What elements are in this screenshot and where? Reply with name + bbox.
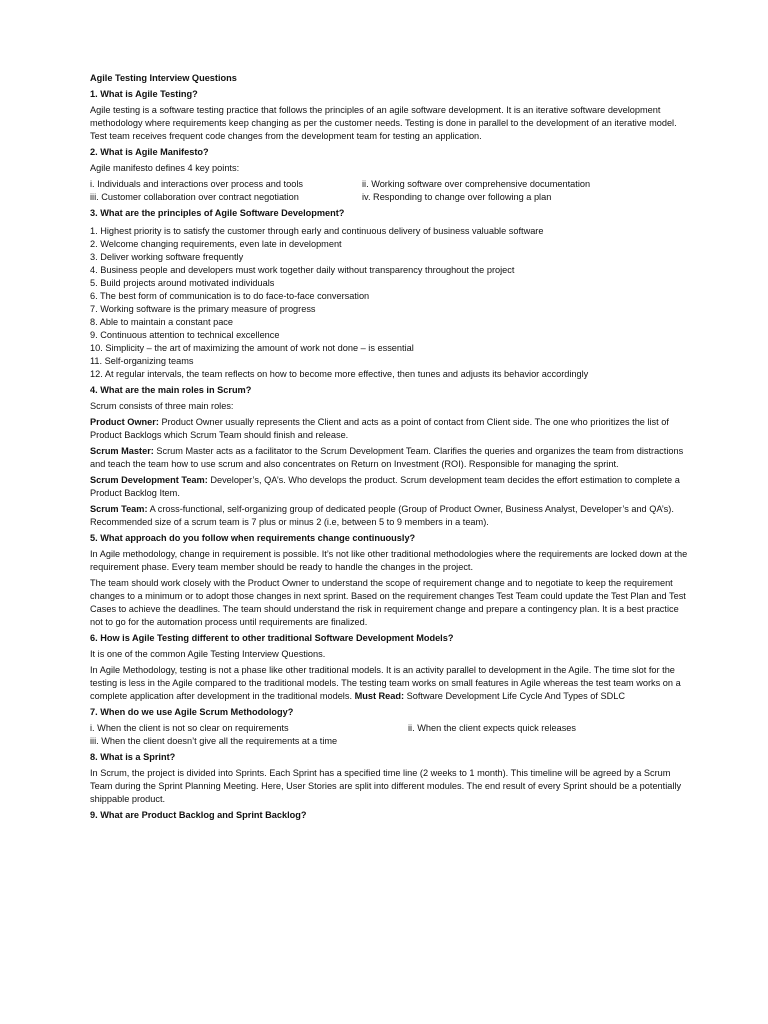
answer-4-intro: Scrum consists of three main roles: [90,401,234,411]
role-scrum-team: Scrum Team: A cross-functional, self-organizing group of dedicated people (Group of Product Owner, Business Analyst, Developer’s and QA’s). Recommended size of a scrum team is 7 plus or minus 2 (i.e, between 5 to 9 members in a team). [90,504,674,527]
list-item: 8. Able to maintain a constant pace [90,317,234,327]
question-6: 6. How is Agile Testing different to other traditional Software Development Models? [90,633,454,643]
list-item: 5. Build projects around motivated individuals [90,278,275,288]
answer-6-p1: It is one of the common Agile Testing Interview Questions. [90,649,326,659]
list-item: 4. Business people and developers must work together daily without transparency throughout the project [90,265,515,275]
list-item: 7. Working software is the primary measure of progress [90,304,316,314]
question-2: 2. What is Agile Manifesto? [90,147,209,157]
list-item: 1. Highest priority is to satisfy the customer through early and continuous delivery of business valuable software [90,226,544,236]
list-item: 3. Deliver working software frequently [90,252,244,262]
list-item: 11. Self-organizing teams [90,356,194,366]
scrum-usage-row-2: iii. When the client doesn’t give all the requirements at a time [90,736,338,746]
question-4: 4. What are the main roles in Scrum? [90,385,252,395]
doc-title: Agile Testing Interview Questions [90,73,237,83]
answer-5-p2: The team should work closely with the Product Owner to understand the scope of requirement change and to negotiate to keep the requirement changes to a minimum or to adopt those changes in next sprint. Based on the requirement changes Test Team could update the Test Plan and Test Cases to achieve the deadlines. The team should understand the risk in requirement change and prepare a contingency plan. It is a best practice not to go for the automation process until requirements are finalized. [90,578,686,627]
manifesto-row-1: i. Individuals and interactions over process and tools ii. Working software over comprehensive documentation [90,179,591,189]
answer-1: Agile testing is a software testing practice that follows the principles of an agile software development. It is an iterative software development methodology where requirements keep changing as per the customer needs. Testing is done in parallel to the development of an iterative model. Test team receives frequent code changes from the development team for testing an application. [90,105,677,141]
question-5: 5. What approach do you follow when requirements change continuously? [90,533,416,543]
question-3: 3. What are the principles of Agile Software Development? [90,208,345,218]
question-9: 9. What are Product Backlog and Sprint Backlog? [90,810,307,820]
role-scrum-master: Scrum Master: Scrum Master acts as a facilitator to the Scrum Development Team. Clarifies the queries and organizes the team from distractions and teach the team how to use scrum and also concentrates on Return on Investment (ROI). Responsible for managing the sprint. [90,446,684,469]
answer-5-p1: In Agile methodology, change in requirement is possible. It’s not like other traditional methodologies where the requirements are locked down at the requirement phase. Every team member should be ready to handle the changes in the project. [90,549,688,572]
question-1: 1. What is Agile Testing? [90,89,198,99]
manifesto-row-2: iii. Customer collaboration over contract negotiation iv. Responding to change over following a plan [90,192,552,202]
document-page [90,72,690,822]
list-item: 6. The best form of communication is to do face-to-face conversation [90,291,370,301]
question-7: 7. When do we use Agile Scrum Methodology? [90,707,294,717]
role-dev-team: Scrum Development Team: Developer’s, QA’s. Who develops the product. Scrum development team decides the effort estimation to complete a Product Backlog Item. [90,475,680,498]
list-item: 2. Welcome changing requirements, even late in development [90,239,342,249]
answer-6-p2: In Agile Methodology, testing is not a phase like other traditional models. It is an activity parallel to development in the Agile. The time slot for the testing is less in the Agile compared to the traditional models. The testing team works on small features in Agile whereas the test team works on a complete application after development in the traditional models. Must Read: Software Development Life Cycle And Types of SDLC [90,665,681,701]
list-item: 10. Simplicity – the art of maximizing the amount of work not done – is essential [90,343,414,353]
list-item: 9. Continuous attention to technical excellence [90,330,280,340]
principles-list [90,225,690,381]
role-product-owner: Product Owner: Product Owner usually represents the Client and acts as a point of contact from Client side. The one who prioritizes the list of Product Backlogs which Scrum Team should finish and release. [90,417,669,440]
list-item: 12. At regular intervals, the team reflects on how to become more effective, then tunes and adjusts its behavior accordingly [90,369,589,379]
answer-2-intro: Agile manifesto defines 4 key points: [90,163,240,173]
answer-8: In Scrum, the project is divided into Sprints. Each Sprint has a specified time line (2 weeks to 1 month). This timeline will be agreed by a Scrum Team during the Sprint Planning Meeting. Here, User Stories are split into different modules. The end result of every Sprint should be a potentially shippable product. [90,768,682,804]
scrum-usage-row-1: i. When the client is not so clear on requirements ii. When the client expects quick releases [90,723,577,733]
question-8: 8. What is a Sprint? [90,752,176,762]
